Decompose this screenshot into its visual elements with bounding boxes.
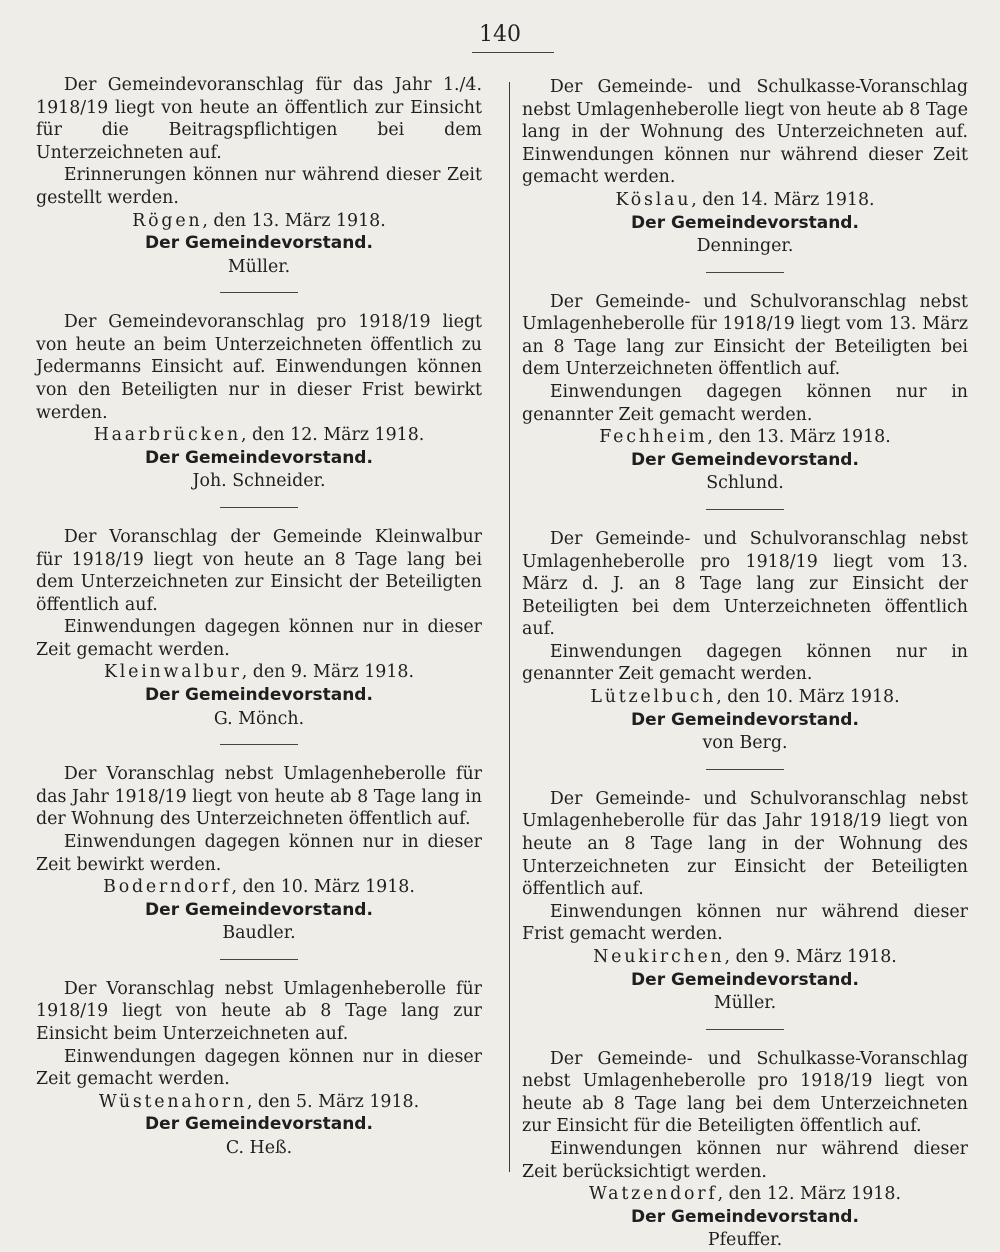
notice-paragraph: Der Gemeinde- und Schulkasse-Voranschlag nebst Umlagenheberolle pro 1918/19 liegt von heute ab 8 Tage lang bei dem Unterzeichneten zur Einsicht für die Beteiligten öffentlich auf. — [522, 1048, 968, 1137]
notice-place: Lützelbuch — [590, 687, 717, 708]
notice-separator — [220, 959, 298, 960]
notice-authority: Der Gemeindevorstand. — [145, 899, 373, 920]
notice-place: Boderndorf — [103, 877, 232, 898]
notice-place: Kleinwalbur — [104, 662, 242, 683]
notice-body — [522, 1048, 968, 1184]
notice-authority: Der Gemeindevorstand. — [631, 449, 859, 470]
right-column — [522, 76, 968, 1251]
notice-body — [36, 763, 482, 876]
notice-date: , den 10. März 1918. — [716, 687, 900, 708]
notice-signer: Schlund. — [706, 473, 784, 494]
notice-date: , den 12. März 1918. — [717, 1184, 901, 1205]
notice-separator — [706, 272, 784, 273]
notice-signoff — [522, 426, 968, 449]
notice-authority: Der Gemeindevorstand. — [631, 1206, 859, 1227]
notice-date: , den 13. März 1918. — [707, 427, 891, 448]
notice-body — [522, 291, 968, 427]
left-column — [36, 74, 482, 1192]
notice-authority: Der Gemeindevorstand. — [631, 969, 859, 990]
notice — [522, 76, 968, 258]
notice-authority: Der Gemeindevorstand. — [631, 709, 859, 730]
notice-body — [522, 528, 968, 686]
notice-signoff — [36, 1091, 482, 1114]
notice-place: Fechheim — [599, 427, 708, 448]
notice-place: Neukirchen — [593, 946, 725, 967]
notice-signoff — [36, 210, 482, 233]
notice-place: Watzendorf — [589, 1184, 718, 1205]
notice — [522, 788, 968, 1015]
notice-paragraph: Erinnerungen können nur während dieser Zeit gestellt werden. — [36, 165, 482, 208]
notice-place: Rögen — [132, 210, 203, 231]
notice-separator — [220, 744, 298, 745]
notice-separator — [706, 769, 784, 770]
notice-paragraph: Der Gemeinde- und Schulvoranschlag nebst Umlagenheberolle für 1918/19 liegt vom 13. März an 8 Tage lang zur Einsicht der Beteiligten bei dem Unterzeichneten öffentlich auf. — [522, 291, 968, 380]
notice-separator — [220, 292, 298, 293]
notice-separator — [220, 507, 298, 508]
notice-authority: Der Gemeindevorstand. — [145, 1114, 373, 1135]
notice-body — [522, 76, 968, 189]
notice-paragraph: Der Gemeindevoranschlag für das Jahr 1./4. 1918/19 liegt von heute an öffentlich zur Einsicht für die Beitragspflichtigen bei dem Unterzeichneten auf. — [36, 75, 482, 163]
notice-place: Wüstenahorn — [98, 1091, 247, 1112]
notice-paragraph: Der Gemeinde- und Schulvoranschlag nebst Umlagenheberolle für das Jahr 1918/19 liegt von heute an 8 Tage lang in der Wohnung des Unterzeichneten zur Einsicht der Beteiligten öffentlich auf. — [522, 788, 968, 900]
notice-paragraph: Der Gemeinde- und Schulvoranschlag nebst Umlagenheberolle pro 1918/19 liegt vom 13. März d. J. an 8 Tage lang zur Einsicht der Beteiligten bei dem Unterzeichneten öffentlich auf. — [522, 528, 968, 640]
notice-signer: Pfeuffer. — [707, 1230, 783, 1251]
notice-paragraph: Der Voranschlag nebst Umlagenheberolle für das Jahr 1918/19 liegt von heute ab 8 Tage lang in der Wohnung des Unterzeichneten öffentlich auf. — [36, 764, 482, 830]
notice-signer: Müller. — [227, 256, 291, 277]
notice-paragraph: Der Gemeindevoranschlag pro 1918/19 liegt von heute an beim Unterzeichneten öffentlich zu Jedermanns Einsicht auf. Einwendungen können von den Beteiligten nur in dieser Frist bewirkt werden. — [36, 312, 482, 423]
notice-date: , den 9. März 1918. — [724, 946, 897, 967]
notice — [36, 526, 482, 730]
notice-date: , den 9. März 1918. — [241, 662, 414, 683]
notice-separator — [706, 1029, 784, 1030]
notice-signer: Joh. Schneider. — [192, 471, 326, 492]
notice-signoff — [36, 661, 482, 684]
notice-authority: Der Gemeindevorstand. — [631, 212, 859, 233]
notice-date: , den 12. März 1918. — [240, 425, 425, 446]
notice-authority: Der Gemeindevorstand. — [145, 447, 373, 468]
notice-signer: Baudler. — [222, 923, 296, 944]
notice — [522, 291, 968, 495]
notice-paragraph: Einwendungen dagegen können nur in genannter Zeit gemacht werden. — [522, 641, 968, 685]
notice-body — [36, 978, 482, 1091]
notice-signer: Denninger. — [696, 236, 794, 257]
notice-paragraph: Einwendungen dagegen können nur in genannter Zeit gemacht werden. — [522, 382, 968, 425]
notice-signoff — [522, 946, 968, 969]
notice — [36, 763, 482, 945]
notice-body — [36, 526, 482, 662]
notice-date: , den 5. März 1918. — [246, 1091, 420, 1112]
notice-place: Köslau — [615, 189, 692, 210]
notice-date: , den 14. März 1918. — [691, 189, 875, 210]
notice-signoff — [522, 686, 968, 709]
notice-body — [36, 74, 482, 210]
page-number: 140 — [479, 22, 521, 47]
notice-signoff — [36, 424, 482, 447]
notice-paragraph: Einwendungen können nur während dieser Frist gemacht werden. — [522, 901, 968, 945]
notice-signoff — [36, 876, 482, 899]
notice-body — [36, 311, 482, 424]
notice — [36, 311, 482, 493]
notice-signer: G. Mönch. — [213, 708, 305, 729]
notice-paragraph: Einwendungen dagegen können nur in dieser Zeit bewirkt werden. — [36, 831, 482, 875]
header-rule — [472, 52, 554, 53]
notice-place: Haarbrücken — [93, 425, 241, 446]
notice-paragraph: Der Voranschlag nebst Umlagenheberolle für 1918/19 liegt von heute ab 8 Tage lang zur Einsicht beim Unterzeichneten auf. — [36, 978, 482, 1044]
notice — [522, 528, 968, 755]
notice — [36, 978, 482, 1160]
notice-signer: C. Heß. — [225, 1137, 293, 1158]
notice-signer: Müller. — [713, 993, 777, 1013]
notice-paragraph: Der Gemeinde- und Schulkasse-Voranschlag nebst Umlagenheberolle liegt von heute ab 8 Tage lang in der Wohnung des Unterzeichneten auf. Einwendungen können nur während dieser Zeit gemacht werden. — [522, 77, 968, 188]
notice-signoff — [522, 189, 968, 212]
notice-date: , den 13. März 1918. — [202, 210, 386, 231]
column-divider — [509, 82, 510, 1172]
notice-body — [522, 788, 968, 946]
notice-authority: Der Gemeindevorstand. — [145, 233, 373, 254]
notice-date: , den 10. März 1918. — [231, 877, 415, 898]
notice-paragraph: Einwendungen dagegen können nur in dieser Zeit gemacht werden. — [36, 617, 482, 660]
notice-paragraph: Einwendungen dagegen können nur in dieser Zeit gemacht werden. — [36, 1046, 482, 1090]
notice-signer: von Berg. — [702, 733, 788, 754]
notice-paragraph: Einwendungen können nur während dieser Zeit berücksichtigt werden. — [522, 1138, 968, 1182]
notice — [522, 1048, 968, 1252]
notice-separator — [706, 509, 784, 510]
notice — [36, 74, 482, 278]
notice-signoff — [522, 1183, 968, 1206]
notice-paragraph: Der Voranschlag der Gemeinde Kleinwalbur für 1918/19 liegt von heute an 8 Tage lang bei dem Unterzeichneten zur Einsicht der Beteiligten öffentlich auf. — [36, 526, 482, 615]
notice-authority: Der Gemeindevorstand. — [145, 685, 373, 706]
